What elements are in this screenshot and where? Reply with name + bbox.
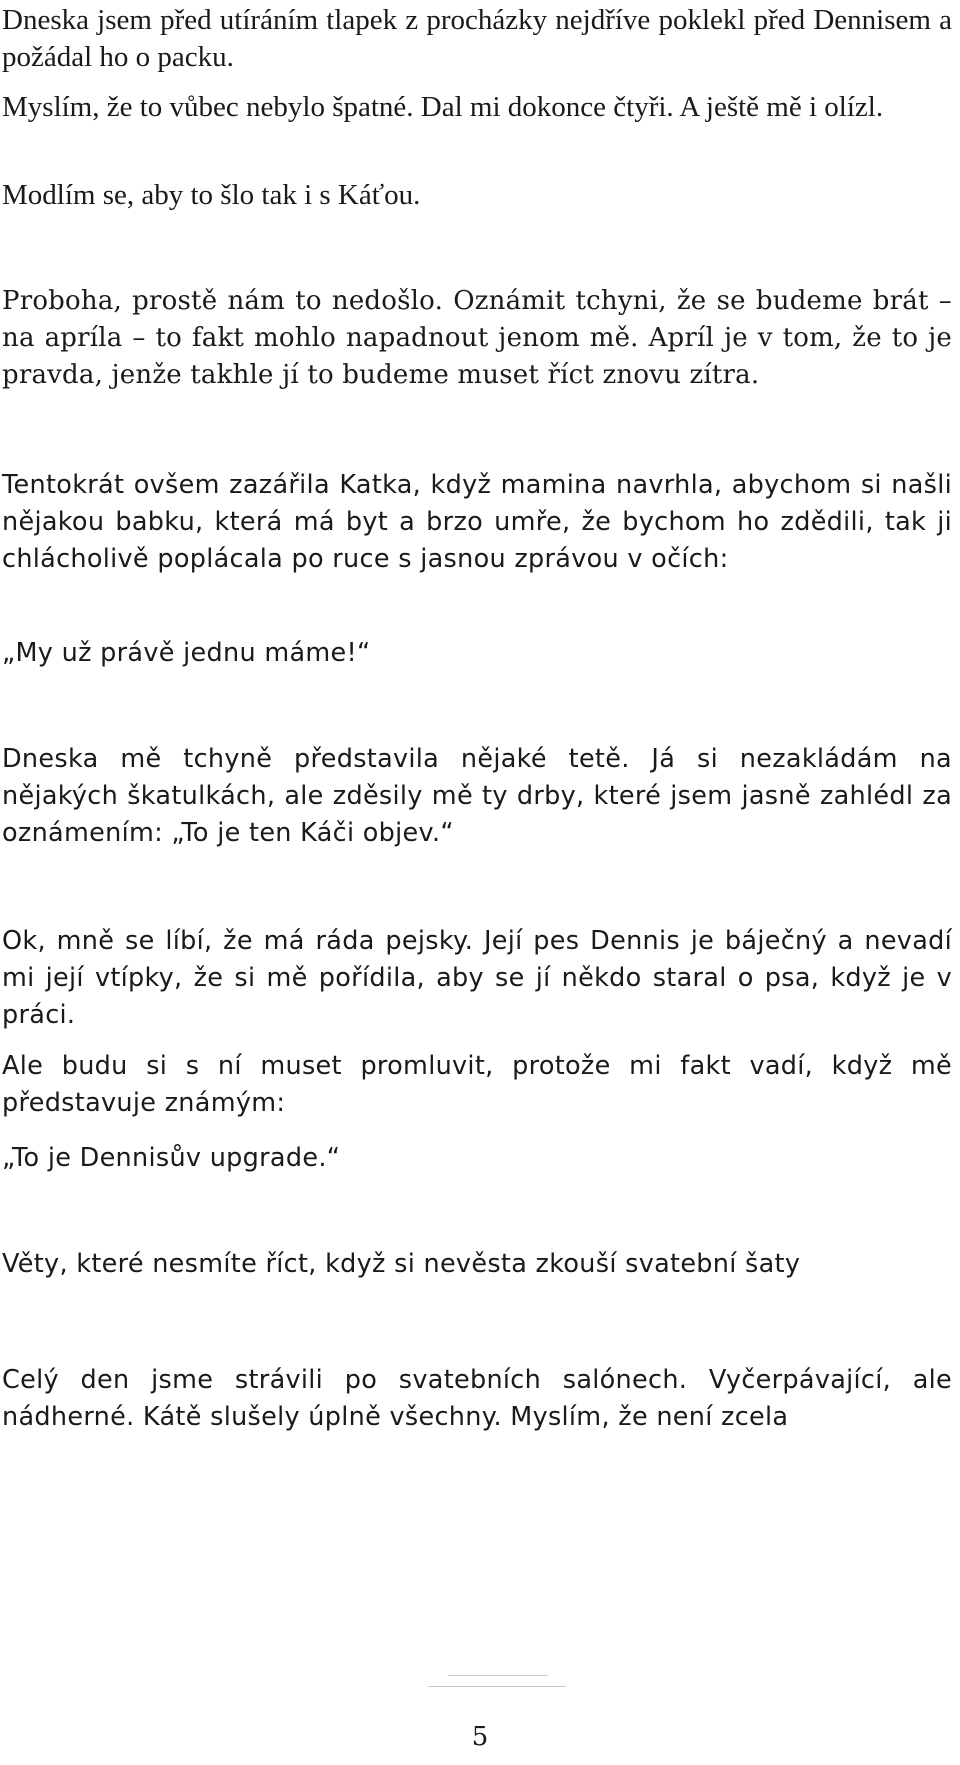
paragraph-9: Ale budu si s ní muset promluvit, protože mi fakt vadí, když mě představuje známým: [2, 1051, 952, 1118]
paragraph-10-quote: „To je Dennisův upgrade.“ [2, 1143, 341, 1173]
paragraph-8: Ok, mně se líbí, že má ráda pejsky. Její pes Dennis je báječný a nevadí mi její vtípky, že si mě pořídila, aby se jí někdo staral o psa, když je v práci. [2, 926, 952, 1030]
paragraph-4: Proboha, prostě nám to nedošlo. Oznámit tchyni, že se budeme brát – na apríla – to fakt mohlo napadnout jenom mě. Apríl je v tom, že to je pravda, jenže takhle jí to budeme muset říct znovu zítra. [2, 286, 952, 390]
page-number: 5 [471, 1722, 489, 1752]
paragraph-1: Dneska jsem před utíráním tlapek z procházky nejdříve poklekl před Dennisem a požádal ho o packu. [2, 4, 952, 73]
section-heading: Věty, které nesmíte říct, když si nevěsta zkouší svatební šaty [2, 1249, 801, 1279]
footer-divider-bottom [428, 1686, 566, 1687]
paragraph-7: Dneska mě tchyně představila nějaké tetě. Já si nezakládám na nějakých škatulkách, ale zděsily mě ty drby, které jsem jasně zahlédl za oznámením: „To je ten Káči objev.“ [2, 744, 952, 848]
footer-divider-top [448, 1675, 548, 1676]
paragraph-12: Celý den jsme strávili po svatebních salónech. Vyčerpávající, ale nádherné. Kátě slušely úplně všechny. Myslím, že není zcela [2, 1365, 952, 1432]
paragraph-5: Tentokrát ovšem zazářila Katka, když mamina navrhla, abychom si našli nějakou babku, která má byt a brzo umře, že bychom ho zdědili, tak ji chlácholivě poplácala po ruce s jasnou zprávou v očích: [2, 470, 952, 574]
paragraph-6-quote: „My už právě jednu máme!“ [2, 638, 371, 668]
paragraph-2: Myslím, že to vůbec nebylo špatné. Dal mi dokonce čtyři. A ještě mě i olízl. [2, 91, 884, 123]
paragraph-3: Modlím se, aby to šlo tak i s Káťou. [2, 179, 421, 211]
